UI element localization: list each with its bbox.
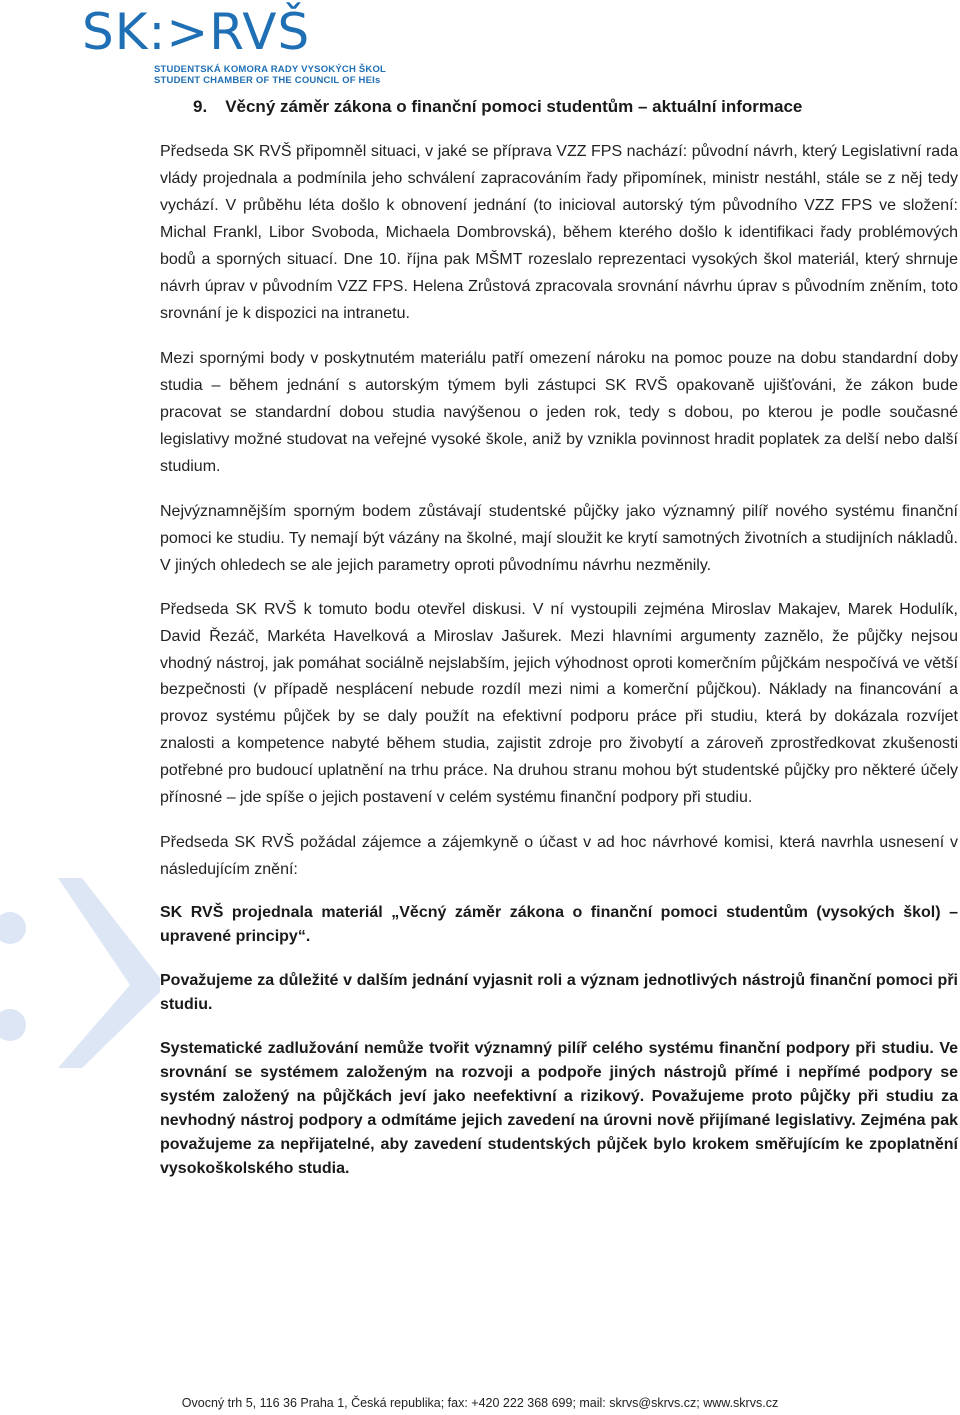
document-body [160, 96, 958, 1201]
watermark-arrow-decoration [0, 860, 160, 1080]
resolution-paragraph: SK RVŠ projednala materiál „Věcný záměr zákona o finanční pomoci studentům (vysokých škol) – upravené principy“. [160, 904, 958, 946]
section-heading [193, 96, 958, 118]
organization-logo [82, 3, 387, 86]
logo-subtitle-cz: STUDENTSKÁ KOMORA RADY VYSOKÝCH ŠKOL [154, 64, 387, 75]
section-title: Věcný záměr zákona o finanční pomoci studentům – aktuální informace [225, 97, 803, 116]
resolution-paragraph: Považujeme za důležité v dalším jednání vyjasnit roli a význam jednotlivých nástrojů finanční pomoci při studiu. [160, 972, 958, 1014]
section-number: 9. [193, 97, 208, 116]
paragraph-discussion: Předseda SK RVŠ k tomuto bodu otevřel diskusi. V ní vystoupili zejména Miroslav Makajev, Marek Hodulík, David Řezáč, Markéta Havelková a Miroslav Jašurek. Mezi hlavními argumenty zaznělo, že půjčky nejsou vhodný nástroj, jak pomáhat sociálně nejslabším, jejich výhodnost oproti komerčním půjčkám nespočívá ve větší bezpečnosti (v případě nesplácení nebude rozdíl mezi nimi a komerční půjčkou). Náklady na financování a provoz systému půjček by se daly použít na efektivní podporu práce při studiu, která by dokázala rozvíjet znalosti a kompetence nabyté během studia, zajistit zdroje pro živobytí a zároveň zprostředkovat zkušenosti potřebné pro budoucí uplatnění na trhu práce. Na druhou stranu mohou být studentské půjčky pro některé účely přínosné – jde spíše o jejich postavení v celém systému finanční podpory při studiu. [160, 601, 958, 806]
logo-mark: SK:>RVŠ [82, 3, 311, 61]
paragraph-committee: Předseda SK RVŠ požádal zájemce a zájemkyně o účast v ad hoc návrhové komisi, která navrhla usnesení v následujícím znění: [160, 834, 958, 879]
logo-subtitle-en: STUDENT CHAMBER OF THE COUNCIL OF HEIs [154, 75, 381, 86]
page-footer-address: Ovocný trh 5, 116 36 Praha 1, Česká republika; fax: +420 222 368 699; mail: skrvs@skrvs.cz; www.skrvs.cz [181, 1396, 779, 1410]
resolution-paragraph: Systematické zadlužování nemůže tvořit významný pilíř celého systému finanční podpory při studiu. Ve srovnání se systémem založeným na rozvoji a podpoře jiných nástrojů přímé i nepřímé podpory se systém založený na půjčkách jeví jako neefektivní a rizikový. Považujeme proto půjčky při studiu za nevhodný nástroj podpory a odmítáme jejich zavedení na úrovni nově přijímané legislativy. Zejména pak považujeme za nepřijatelné, aby zavedení studentských půjček bylo krokem směřujícím ke zpoplatnění vysokoškolského studia. [160, 1040, 958, 1178]
paragraph-situation: Předseda SK RVŠ připomněl situaci, v jaké se příprava VZZ FPS nachází: původní návrh, který Legislativní rada vlády projednala a podmínila jeho schválení zapracováním řady připomínek, ministr nestáhl, stále se z něj tedy vychází. V průběhu léta došlo k obnovení jednání (to inicioval autorský tým původního VZZ FPS ve složení: Michal Frankl, Libor Svoboda, Michaela Dombrovská), během kterého došlo k identifikaci řady problémových bodů a sporných situací. Dne 10. října pak MŠMT rozeslalo reprezentaci vysokých škol materiál, který shrnuje návrh úprav v původním VZZ FPS. Helena Zrůstová zpracovala srovnání návrhu úprav s původním zněním, toto srovnání je k dispozici na intranetu. [160, 143, 958, 322]
paragraph-student-loans: Nejvýznamnějším sporným bodem zůstávají studentské půjčky jako významný pilíř nového systému finanční pomoci ke studiu. Ty nemají být vázány na školné, mají sloužit ke krytí samotných životních a studijních nákladů. V jiných ohledech se ale jejich parametry oproti původnímu návrhu nezměnily. [160, 503, 958, 574]
paragraph-disputed-points: Mezi spornými body v poskytnutém materiálu patří omezení nároku na pomoc pouze na dobu standardní doby studia – během jednání s autorským týmem byli zástupci SK RVŠ opakovaně ujišťováni, že zákon bude pracovat se standardní dobou studia navýšenou o jeden rok, tedy s dobou, po kterou je podle současné legislativy možné studovat na veřejné vysoké škole, aniž by vznikla povinnost hradit poplatek za delší nebo další studium. [160, 350, 958, 475]
